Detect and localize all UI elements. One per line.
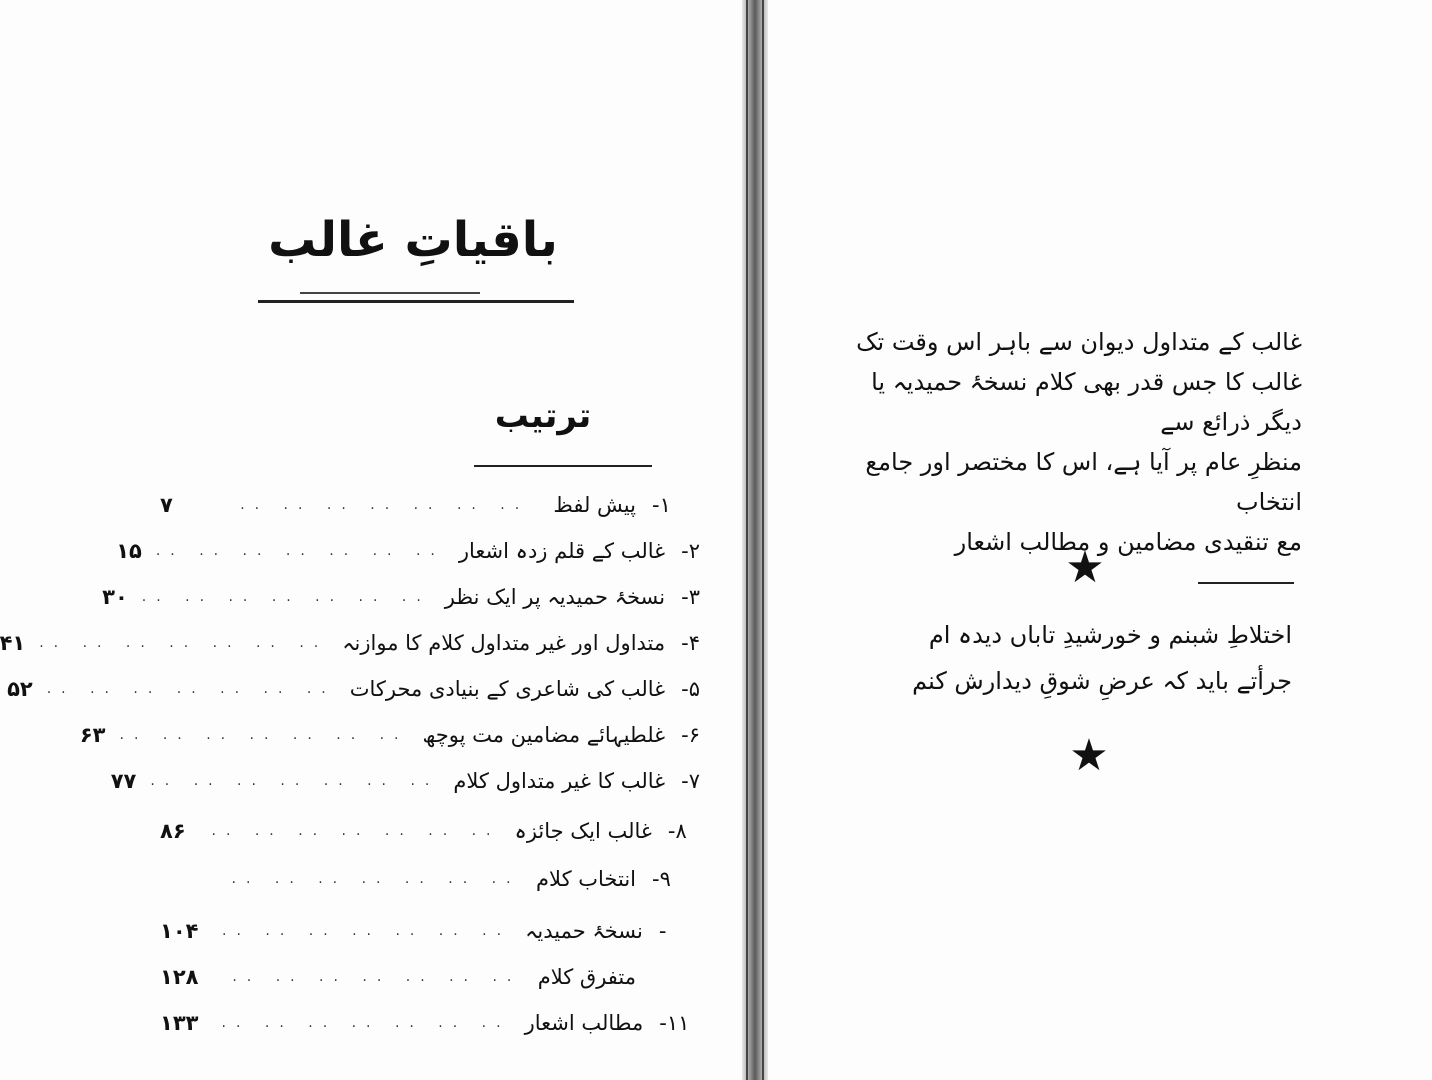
toc-entry-number: ۱۱- [659,1011,690,1035]
star-icon: ★ [1069,730,1109,781]
toc-leader-dots: .. .. .. .. .. .. .. [39,635,329,651]
toc-entry-page: ۱۳۳ [160,1011,199,1035]
toc-entry-title: غالب کی شاعری کے بنیادی محرکات [349,677,666,701]
toc-entry-page: ۱۲۸ [160,965,199,989]
title-flourish [300,292,480,294]
gutter-line-right [762,0,764,1080]
toc-entry-title: غالب کا غیر متداول کلام [453,769,666,793]
toc-entry-page: ۳۰ [102,585,128,609]
toc-entry-number: ۹- [652,867,671,891]
toc-entry-page: ۴۱ [0,631,26,655]
toc-leader-dots: .. .. .. .. .. .. .. [211,823,501,839]
toc-entry-title: غالب ایک جائزہ [514,819,652,843]
toc-heading-underline [474,465,652,467]
couplet-line: جرأتے باید کہ عرضِ شوقِ دیدارش کنم [912,667,1292,695]
toc-entry [160,1004,700,1042]
toc-entry-page: ۱۰۴ [160,919,199,943]
toc-entry-title: مطالب اشعار [524,1011,644,1035]
toc-entry [160,860,700,898]
toc-leader-dots: .. .. .. .. .. .. .. [232,969,522,985]
intro-line-text: مع تنقیدی مضامین و مطالب اشعار [954,528,1302,556]
toc-entry [160,912,700,950]
toc-entry [110,762,700,800]
toc-entry-title: نسخۂ حمیدیہ [525,919,643,943]
toc-entry [102,578,700,616]
toc-heading: ترتیب [494,396,592,436]
toc-entry-title: نسخۂ حمیدیہ پر ایک نظر [444,585,666,609]
toc-entry-number: ۷- [681,769,700,793]
gutter-line-left [746,0,748,1080]
toc-entry-title: متفرق کلام [537,965,636,989]
toc-leader-dots: .. .. .. .. .. .. .. [141,589,431,605]
toc-leader-dots: .. .. .. .. .. .. .. [119,727,409,743]
toc-entry-number: ۴- [681,631,700,655]
toc-entry [79,716,700,754]
intro-line: منظرِ عام پر آیا ہے، اس کا مختصر اور جامع انتخاب [865,448,1302,516]
toc-leader-dots: .. .. .. .. .. .. .. [150,773,440,789]
toc-entry-title: پیش لفظ [553,493,636,517]
intro-line: غالب کا جس قدر بھی کلام نسخۂ حمیدیہ یا دیگر ذرائع سے [871,368,1302,436]
toc-entry-number: ۵- [681,677,700,701]
toc-entry [160,958,700,996]
toc-entry-page: ۷۷ [110,769,137,793]
toc-entry-title: غلطیہائے مضامین مت پوچھ [422,723,666,747]
toc-leader-dots: .. .. .. .. .. .. .. [231,871,521,887]
couplet-line: اختلاطِ شبنم و خورشیدِ تاباں دیدہ ام [928,621,1292,649]
book-title: باقیاتِ غالب [268,212,558,268]
intro-dash [1198,582,1294,584]
toc-leader-dots: .. .. .. .. .. .. .. [221,1015,511,1031]
toc-entry-page: ۶۳ [79,723,106,747]
persian-couplet [892,612,1292,704]
toc-leader-dots: .. .. .. .. .. .. .. [222,923,512,939]
toc-entry-number: - [658,919,667,943]
title-underline [258,300,574,303]
toc-entry-number: ۶- [681,723,700,747]
toc-leader-dots: .. .. .. .. .. .. .. [46,681,336,697]
toc-entry [160,812,700,850]
toc-entry-number: ۸- [667,819,687,843]
toc-entry [7,670,700,708]
toc-entry-page: ۸۶ [160,819,186,843]
toc-entry-page: ۱۵ [116,539,142,563]
toc-entry-page: ۷ [160,493,173,517]
toc-entry-title: انتخاب کلام [536,867,636,891]
toc-entry-number: ۱- [652,493,671,517]
toc-entry-title: غالب کے قلم زدہ اشعار [458,539,666,563]
toc-entry-page: ۵۲ [7,677,33,701]
toc-leader-dots: .. .. .. .. .. .. .. [240,497,530,513]
toc-entry-number: ۲- [681,539,700,563]
toc-leader-dots: .. .. .. .. .. .. .. [155,543,445,559]
toc-entry [160,486,700,524]
toc-entry-title: متداول اور غیر متداول کلام کا موازنہ [342,631,666,655]
toc-entry [0,624,700,662]
star-icon: ★ [1065,542,1105,593]
toc-entry-number: ۳- [681,585,700,609]
intro-line: غالب کے متداول دیوان سے باہر اس وقت تک [856,328,1302,356]
toc-entry [116,532,700,570]
